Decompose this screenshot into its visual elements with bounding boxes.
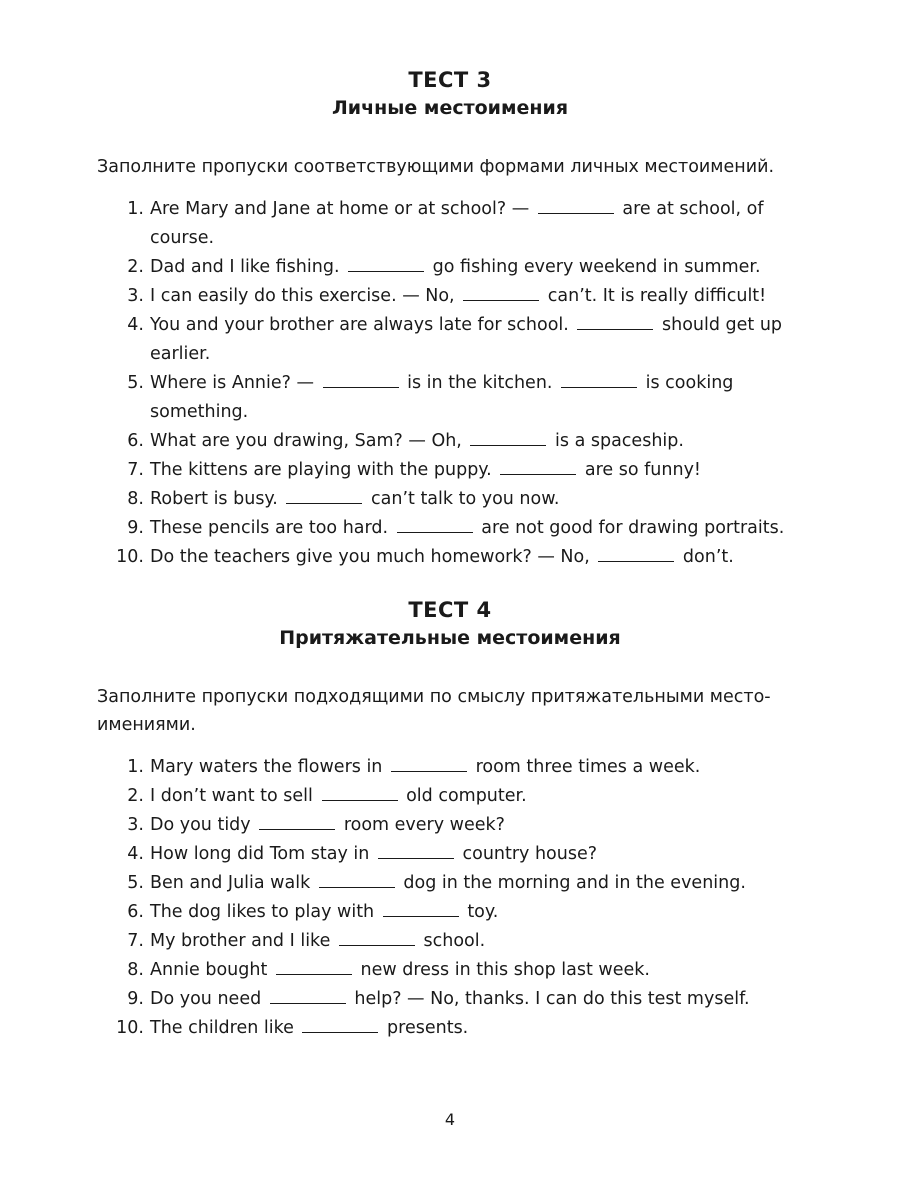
item-text: can’t talk to you now.: [371, 489, 560, 509]
item-text: Ben and Julia walk: [150, 873, 311, 893]
item-text: How long did Tom stay in: [150, 844, 370, 864]
answer-blank: [391, 757, 467, 772]
exercise-item: [0, 898, 790, 927]
item-number: 1.: [127, 199, 144, 219]
item-text: country house?: [462, 844, 598, 864]
item-number: 7.: [127, 460, 144, 480]
item-text: should get up earlier.: [150, 315, 783, 364]
answer-blank: [561, 373, 637, 388]
item-text: room every week?: [343, 815, 505, 835]
item-text: You and your brother are always late for school.: [150, 315, 569, 335]
test-4-instruction: Заполните пропуски подходящими по смыслу притяжательными место-имениями.: [97, 687, 771, 735]
item-text: Mary waters the flowers in: [150, 757, 383, 777]
item-number: 4.: [127, 844, 144, 864]
exercise-item: [0, 869, 790, 898]
item-text: new dress in this shop last week.: [360, 960, 650, 980]
test-3-title: ТЕСТ 3: [408, 68, 492, 92]
exercise-item: [0, 195, 790, 253]
answer-blank: [302, 1018, 378, 1033]
exercise-item: [0, 369, 790, 427]
answer-blank: [598, 547, 674, 562]
answer-blank: [286, 489, 362, 504]
answer-blank: [348, 257, 424, 272]
answer-blank: [270, 989, 346, 1004]
exercise-item: [0, 427, 790, 456]
page-number: 4: [444, 1110, 456, 1129]
answer-blank: [577, 315, 653, 330]
exercise-item: [0, 782, 790, 811]
item-number: 4.: [127, 315, 144, 335]
item-text: Dad and I like fishing.: [150, 257, 340, 277]
item-text: are not good for drawing portraits.: [481, 518, 785, 538]
item-text: Annie bought: [150, 960, 268, 980]
item-text: I don’t want to sell: [150, 786, 313, 806]
exercise-item: [0, 485, 790, 514]
item-text: is a spaceship.: [555, 431, 684, 451]
item-text: go fishing every weekend in summer.: [432, 257, 761, 277]
item-text: toy.: [467, 902, 499, 922]
answer-blank: [259, 815, 335, 830]
answer-blank: [397, 518, 473, 533]
exercise-item: [0, 753, 790, 782]
exercise-item: [0, 282, 790, 311]
item-text: Do you tidy: [150, 815, 251, 835]
exercise-item: [0, 456, 790, 485]
test-3-subtitle: Личные местоимения: [331, 97, 569, 119]
item-text: These pencils are too hard.: [150, 518, 389, 538]
exercise-item: [0, 543, 790, 572]
item-number: 9.: [127, 989, 144, 1009]
answer-blank: [500, 460, 576, 475]
test-4-subtitle: Притяжательные местоимения: [279, 627, 621, 649]
answer-blank: [323, 373, 399, 388]
answer-blank: [378, 844, 454, 859]
test-3-section: [0, 66, 900, 572]
exercise-item: [0, 985, 790, 1014]
item-text: Where is Annie? —: [150, 373, 314, 393]
test-3-items: [0, 195, 900, 572]
item-number: 8.: [127, 489, 144, 509]
item-text: are so funny!: [584, 460, 701, 480]
test-4-section: [0, 596, 900, 1043]
test-4-title: ТЕСТ 4: [408, 598, 492, 622]
item-number: 10.: [116, 547, 144, 567]
item-number: 3.: [127, 286, 144, 306]
test-4-items: [0, 753, 900, 1043]
item-text: don’t.: [682, 547, 734, 567]
exercise-item: [0, 840, 790, 869]
item-text: dog in the morning and in the evening.: [403, 873, 746, 893]
item-number: 2.: [127, 257, 144, 277]
exercise-item: [0, 956, 790, 985]
exercise-item: [0, 253, 790, 282]
item-text: Robert is busy.: [150, 489, 278, 509]
item-number: 6.: [127, 431, 144, 451]
item-number: 5.: [127, 873, 144, 893]
item-number: 1.: [127, 757, 144, 777]
answer-blank: [470, 431, 546, 446]
item-number: 7.: [127, 931, 144, 951]
answer-blank: [276, 960, 352, 975]
exercise-item: [0, 514, 790, 543]
item-number: 10.: [116, 1018, 144, 1038]
exercise-item: [0, 1014, 790, 1043]
item-text: room three times a week.: [475, 757, 701, 777]
item-text: The children like: [150, 1018, 294, 1038]
item-text: Are Mary and Jane at home or at school? —: [150, 199, 530, 219]
answer-blank: [463, 286, 539, 301]
item-text: school.: [423, 931, 486, 951]
item-number: 3.: [127, 815, 144, 835]
item-text: What are you drawing, Sam? — Oh,: [150, 431, 462, 451]
answer-blank: [319, 873, 395, 888]
item-text: I can easily do this exercise. — No,: [150, 286, 455, 306]
item-number: 9.: [127, 518, 144, 538]
item-text: help? — No, thanks. I can do this test myself.: [354, 989, 750, 1009]
item-text: old computer.: [406, 786, 527, 806]
item-text: Do the teachers give you much homework? — No,: [150, 547, 590, 567]
item-number: 2.: [127, 786, 144, 806]
item-number: 6.: [127, 902, 144, 922]
item-text: are at school, of course.: [150, 199, 764, 248]
answer-blank: [383, 902, 459, 917]
exercise-item: [0, 811, 790, 840]
exercise-item: [0, 311, 790, 369]
item-text: is cooking something.: [150, 373, 734, 422]
item-text: The kittens are playing with the puppy.: [150, 460, 492, 480]
item-number: 8.: [127, 960, 144, 980]
item-text: The dog likes to play with: [150, 902, 375, 922]
test-3-instruction: Заполните пропуски соответствующими формами личных местоимений.: [97, 157, 775, 177]
answer-blank: [322, 786, 398, 801]
item-text: is in the kitchen.: [407, 373, 553, 393]
item-text: My brother and I like: [150, 931, 331, 951]
item-number: 5.: [127, 373, 144, 393]
answer-blank: [538, 199, 614, 214]
exercise-item: [0, 927, 790, 956]
item-text: Do you need: [150, 989, 262, 1009]
item-text: can’t. It is really difficult!: [547, 286, 767, 306]
item-text: presents.: [387, 1018, 469, 1038]
answer-blank: [339, 931, 415, 946]
